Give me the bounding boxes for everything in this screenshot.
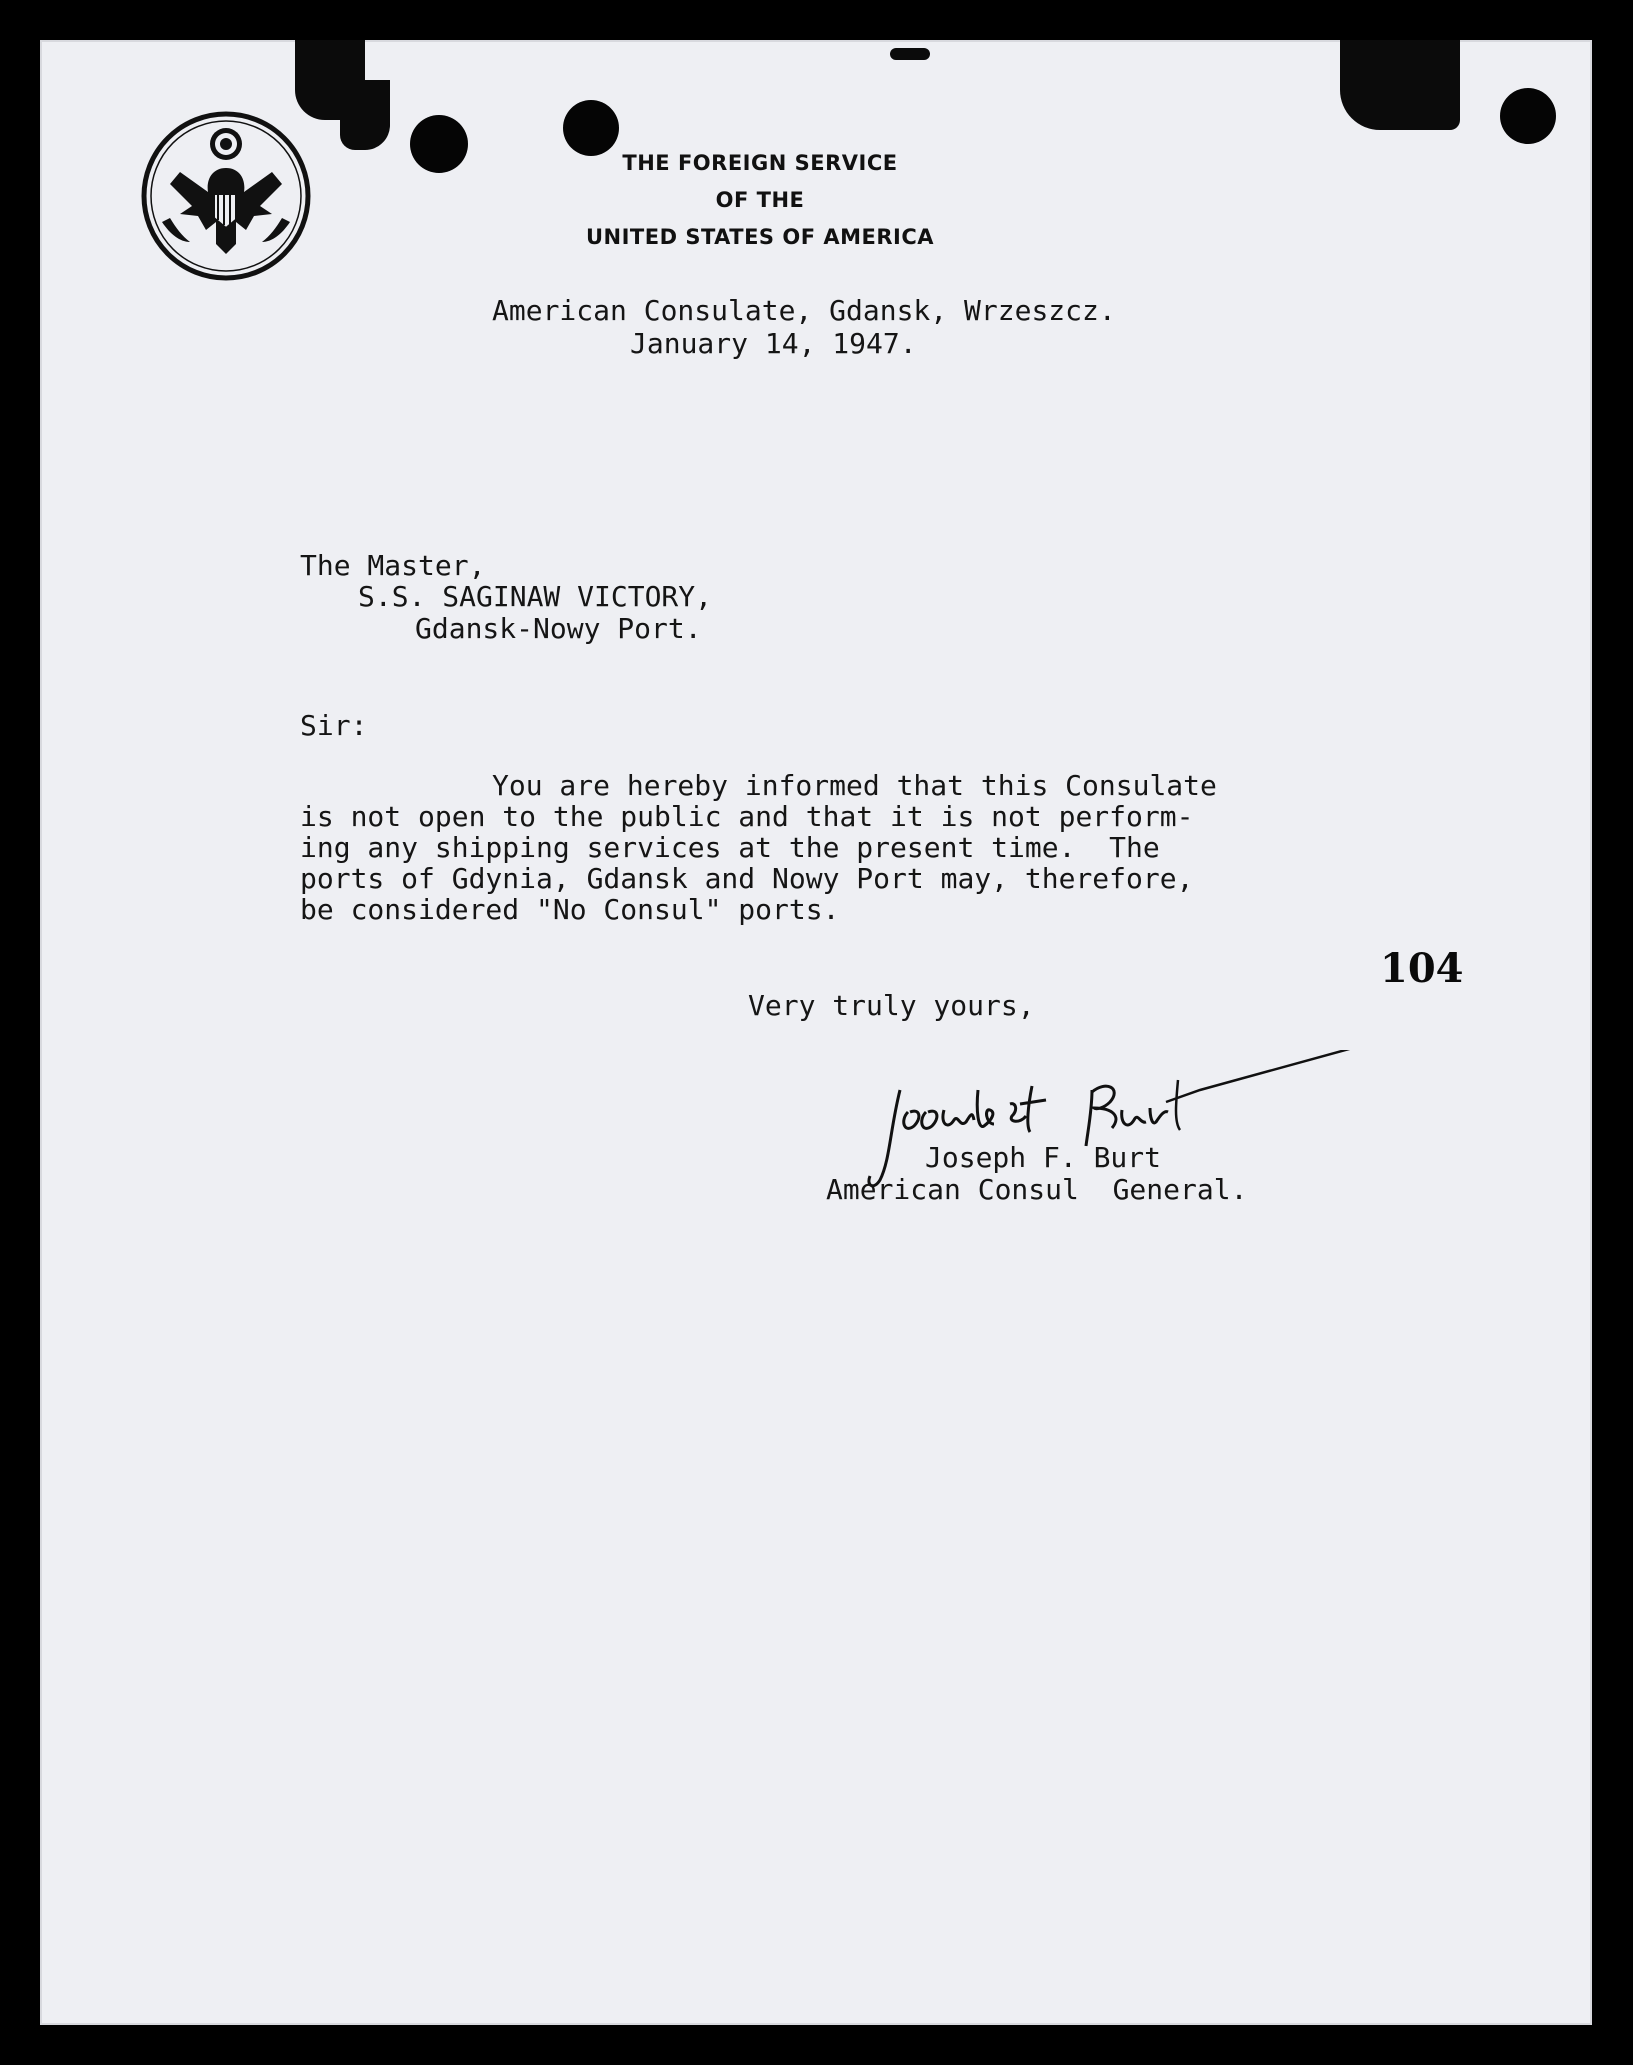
body-line-2: is not open to the public and that it is not perform-: [300, 800, 1194, 833]
closing: Very truly yours,: [748, 989, 1035, 1022]
salutation: Sir:: [300, 709, 368, 742]
letterhead-line-3: UNITED STATES OF AMERICA: [585, 225, 935, 249]
addressee-line-3: Gdansk-Nowy Port.: [415, 612, 702, 645]
great-seal-icon: [140, 110, 312, 282]
letterhead-line-1: THE FOREIGN SERVICE: [622, 151, 898, 175]
top-damage-mark-right: [1340, 40, 1460, 130]
letter-date: January 14, 1947.: [630, 327, 917, 360]
top-damage-mark-left-b: [340, 80, 390, 150]
letterhead: [560, 145, 960, 256]
origin-place: American Consulate, Gdansk, Wrzeszcz.: [492, 294, 1116, 327]
body-line-1: You are hereby informed that this Consulate: [492, 769, 1217, 802]
reference-number: 104: [1380, 945, 1464, 992]
letter-page: [40, 40, 1592, 2025]
punch-hole-left: [410, 115, 468, 173]
top-smudge: [890, 48, 930, 60]
body-line-4: ports of Gdynia, Gdansk and Nowy Port may, therefore,: [300, 862, 1194, 895]
signer-title: American Consul General.: [826, 1173, 1248, 1206]
letterhead-line-2: OF THE: [715, 188, 805, 212]
signer-name: Joseph F. Burt: [925, 1141, 1162, 1174]
body-line-5: be considered "No Consul" ports.: [300, 893, 840, 926]
addressee-line-2: S.S. SAGINAW VICTORY,: [358, 580, 713, 613]
punch-hole-right: [1500, 88, 1556, 144]
body-line-3: ing any shipping services at the present time. The: [300, 831, 1160, 864]
addressee-line-1: The Master,: [300, 549, 486, 582]
